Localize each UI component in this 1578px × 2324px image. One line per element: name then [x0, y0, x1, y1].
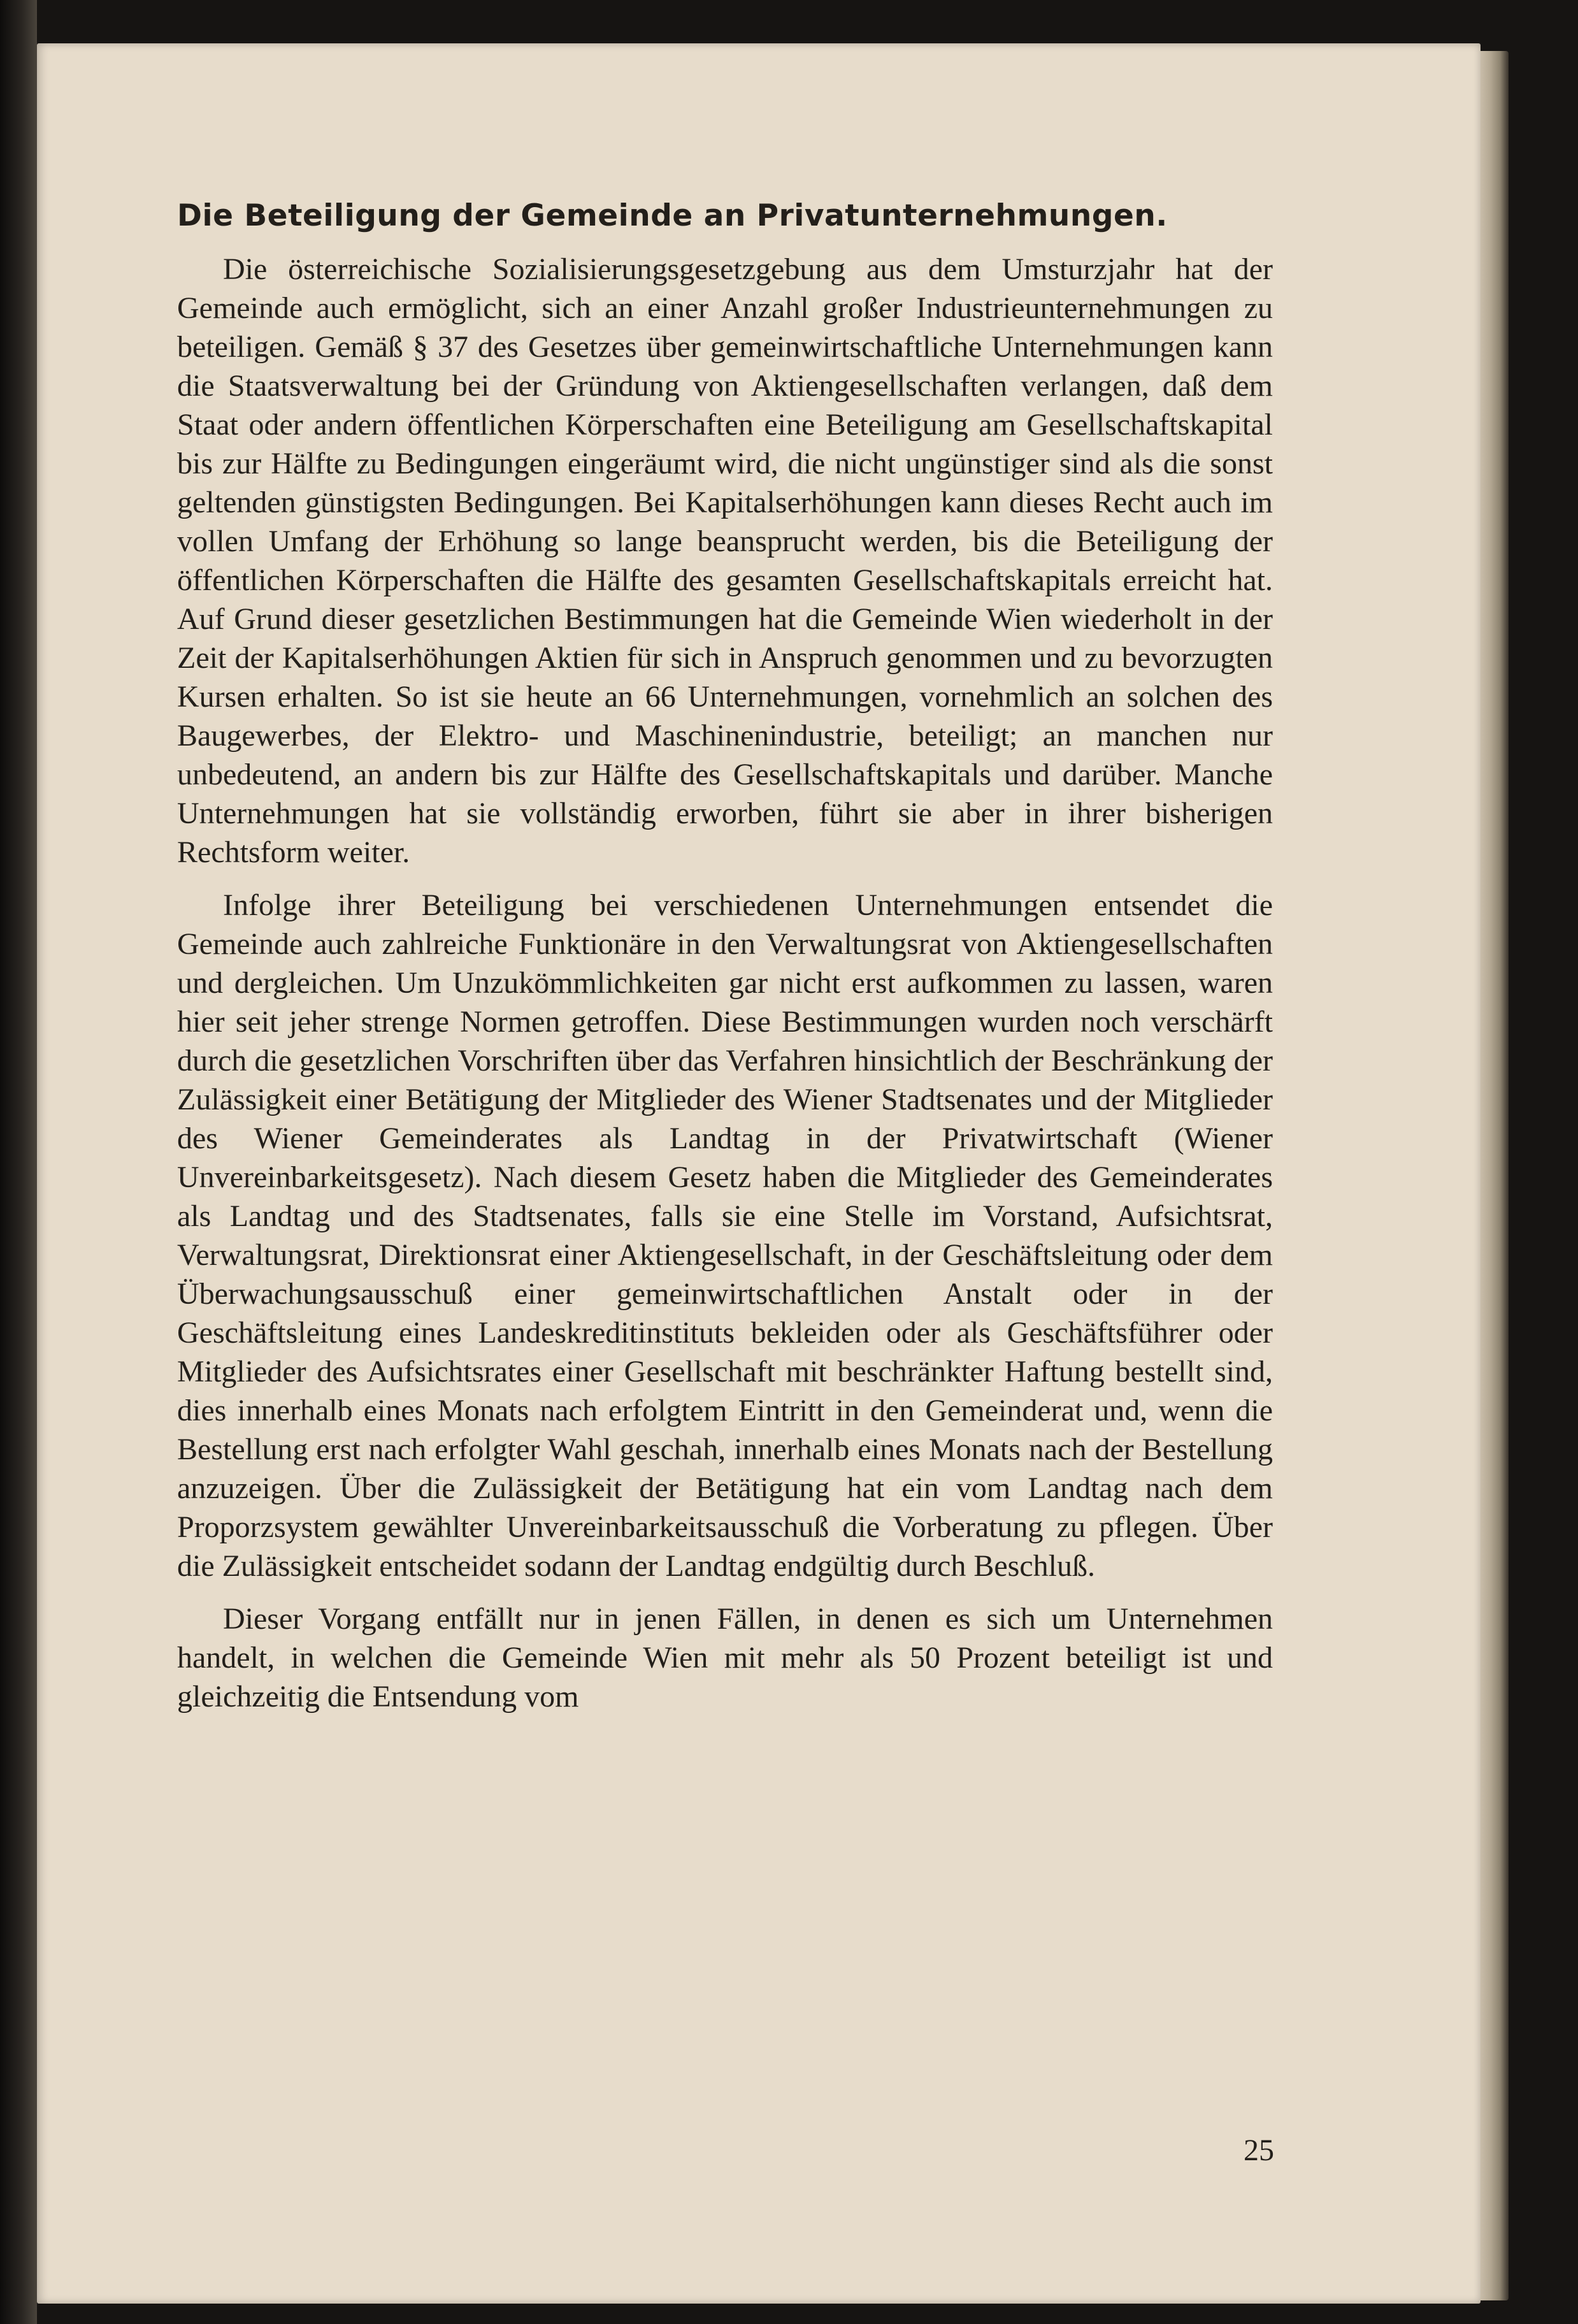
paragraph-3: Dieser Vorgang entfällt nur in jenen Fällen, in denen es sich um Unternehmen handelt, in welchen die Gemeinde Wien mit mehr als 50 Prozent beteiligt ist und gleichzeitig die Entsendung vom — [177, 1602, 1273, 1714]
book-binding — [0, 0, 37, 2324]
page-text-block — [177, 196, 1273, 1730]
page-number: 25 — [1244, 2133, 1274, 2167]
paragraph-1: Die österreichische Sozialisierungsgesetzgebung aus dem Umsturzjahr hat der Gemeinde auch ermöglicht, sich an einer Anzahl großer Industrieunternehmungen zu beteiligen. Gemäß § 37 des Gesetzes über gemeinwirtschaftliche Unternehmungen kann die Staatsverwaltung bei der Gründung von Aktiengesellschaften verlangen, daß dem Staat oder andern öffentlichen Körperschaften eine Beteiligung am Gesellschaftskapital bis zur Hälfte zu Bedingungen eingeräumt wird, die nicht ungünstiger sind als die sonst geltenden günstigsten Bedingungen. Bei Kapitalserhöhungen kann dieses Recht auch im vollen Umfang der Erhöhung so lange beansprucht werden, bis die Beteiligung der öffentlichen Körperschaften die Hälfte des gesamten Gesellschaftskapitals erreicht hat. Auf Grund dieser gesetzlichen Bestimmungen hat die Gemeinde Wien wiederholt in der Zeit der Kapitalserhöhungen Aktien für sich in Anspruch genommen und zu bevorzugten Kursen erhalten. So ist sie heute an 66 Unternehmungen, vornehmlich an solchen des Baugewerbes, der Elektro- und Maschinenindustrie, beteiligt; an manchen nur unbedeutend, an andern bis zur Hälfte des Gesellschaftskapitals und darüber. Manche Unternehmungen hat sie vollständig erworben, führt sie aber in ihrer bisherigen Rechtsform weiter. — [177, 252, 1273, 869]
section-heading: Die Beteiligung der Gemeinde an Privatunternehmungen. — [177, 198, 1168, 233]
page-edge-stack — [1481, 51, 1509, 2300]
paragraph-2: Infolge ihrer Beteiligung bei verschiedenen Unternehmungen entsendet die Gemeinde auch zahlreiche Funktionäre in den Verwaltungsrat von Aktiengesellschaften und dergleichen. Um Unzukömmlichkeiten gar nicht erst aufkommen zu lassen, waren hier seit jeher strenge Normen getroffen. Diese Bestimmungen wurden noch verschärft durch die gesetzlichen Vorschriften über das Verfahren hinsichtlich der Beschränkung der Zulässigkeit einer Betätigung der Mitglieder des Wiener Stadtsenates und der Mitglieder des Wiener Gemeinderates als Landtag in der Privatwirtschaft (Wiener Unvereinbarkeitsgesetz). Nach diesem Gesetz haben die Mitglieder des Gemeinderates als Landtag und des Stadtsenates, falls sie eine Stelle im Vorstand, Aufsichtsrat, Verwaltungsrat, Direktionsrat einer Aktiengesellschaft, in der Geschäftsleitung oder dem Überwachungsausschuß einer gemeinwirtschaftlichen Anstalt oder in der Geschäftsleitung eines Landeskreditinstituts bekleiden oder als Geschäftsführer oder Mitglieder des Aufsichtsrates einer Gesellschaft mit beschränkter Haftung bestellt sind, dies innerhalb eines Monats nach erfolgtem Eintritt in den Gemeinderat und, wenn die Bestellung erst nach erfolgter Wahl geschah, innerhalb eines Monats nach der Bestellung anzuzeigen. Über die Zulässigkeit der Betätigung hat ein vom Landtag nach dem Proporzsystem gewählter Unvereinbarkeitsausschuß die Vorberatung zu pflegen. Über die Zulässigkeit entscheidet sodann der Landtag endgültig durch Beschluß. — [177, 888, 1273, 1583]
